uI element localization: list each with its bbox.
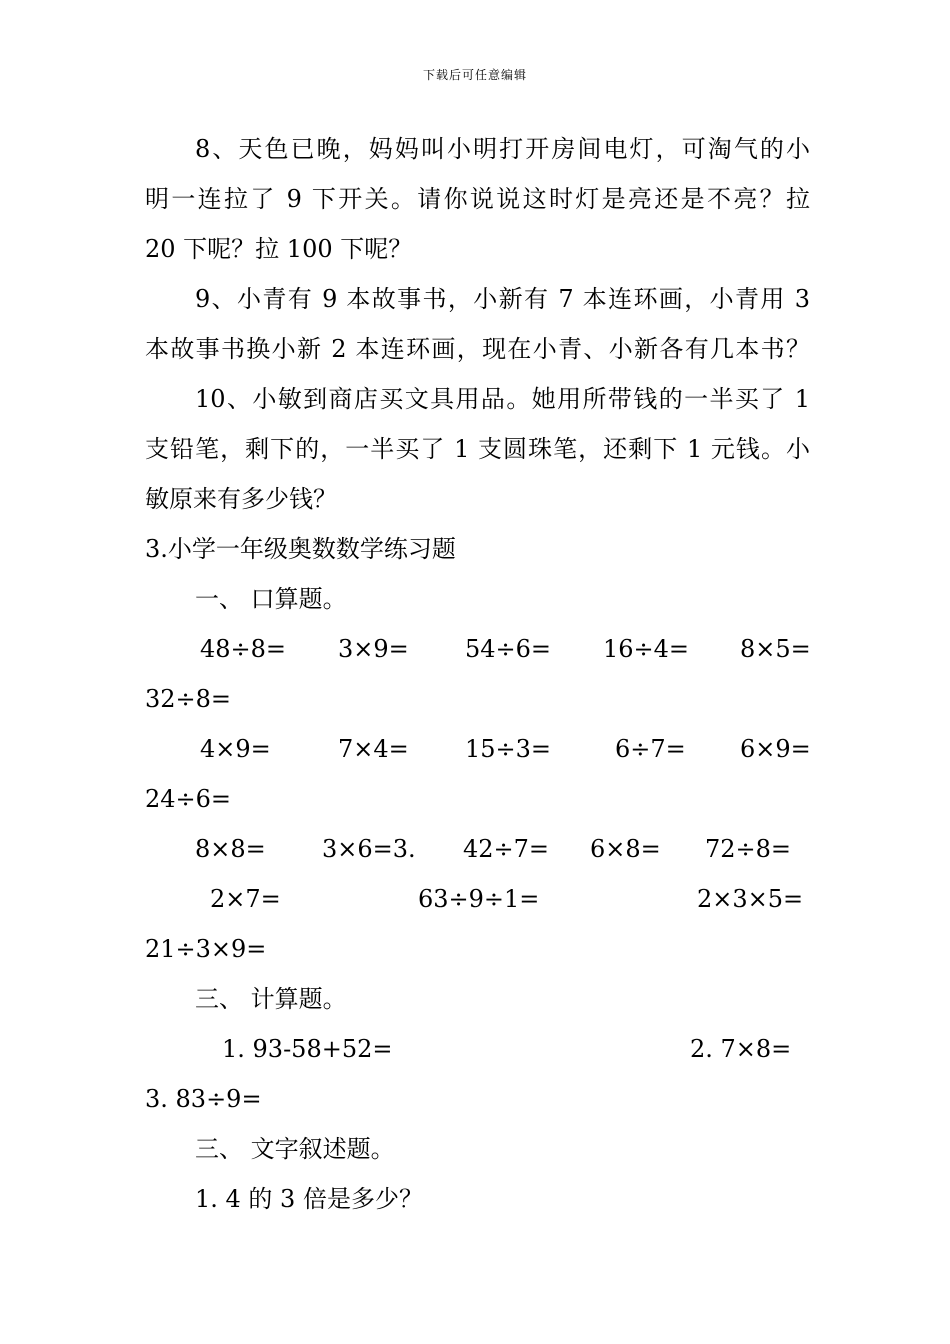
problem-8-line-1: 8、天色已晚，妈妈叫小明打开房间电灯，可淘气的小 xyxy=(195,135,810,163)
oral-calc-item: 4×9= xyxy=(200,735,271,763)
oral-calc-item: 2×3×5= xyxy=(697,885,804,913)
oral-calc-item: 6÷7= xyxy=(615,735,686,763)
oral-calc-item: 72÷8= xyxy=(705,835,792,863)
oral-calc-item: 21÷3×9= xyxy=(145,935,267,963)
oral-calc-item: 54÷6= xyxy=(465,635,552,663)
oral-calc-item: 48÷8= xyxy=(200,635,287,663)
problem-8-line-3: 20 下呢？拉 100 下呢？ xyxy=(145,235,413,263)
problem-10-line-1: 10、小敏到商店买文具用品。她用所带钱的一半买了 1 xyxy=(195,385,810,413)
oral-calc-item: 3×9= xyxy=(338,635,409,663)
problem-8-line-2: 明一连拉了 9 下开关。请你说说这时灯是亮还是不亮？拉 xyxy=(145,185,810,213)
calc-item: 1. 93-58+52= xyxy=(222,1035,393,1063)
oral-calc-item: 42÷7= xyxy=(463,835,550,863)
oral-calc-item: 24÷6= xyxy=(145,785,232,813)
section-title: 3.小学一年级奥数数学练习题 xyxy=(145,535,456,563)
oral-calc-item: 6×9= xyxy=(740,735,811,763)
oral-calc-item: 8×8= xyxy=(195,835,266,863)
oral-calc-item: 32÷8= xyxy=(145,685,232,713)
page-header: 下载后可任意编辑 xyxy=(422,68,527,82)
problem-10-line-3: 敏原来有多少钱？ xyxy=(145,485,337,513)
oral-calc-item: 8×5= xyxy=(740,635,811,663)
problem-10-line-2: 支铅笔，剩下的，一半买了 1 支圆珠笔，还剩下 1 元钱。小 xyxy=(145,435,810,463)
oral-calc-item: 63÷9÷1= xyxy=(418,885,540,913)
problem-9-line-1: 9、小青有 9 本故事书，小新有 7 本连环画，小青用 3 xyxy=(195,285,810,313)
calc-item: 3. 83÷9= xyxy=(145,1085,262,1113)
oral-calc-item: 3×6=3. xyxy=(322,835,416,863)
oral-calc-item: 15÷3= xyxy=(465,735,552,763)
oral-calc-heading: 一、 口算题。 xyxy=(195,585,347,613)
oral-calc-item: 16÷4= xyxy=(603,635,690,663)
word-problem-heading: 三、 文字叙述题。 xyxy=(195,1135,395,1163)
problem-9-line-2: 本故事书换小新 2 本连环画，现在小青、小新各有几本书？ xyxy=(145,335,810,363)
calc-heading: 三、 计算题。 xyxy=(195,985,347,1013)
calc-item: 2. 7×8= xyxy=(690,1035,792,1063)
oral-calc-item: 6×8= xyxy=(590,835,661,863)
oral-calc-item: 7×4= xyxy=(338,735,409,763)
word-problem-item: 1. 4 的 3 倍是多少？ xyxy=(195,1185,423,1213)
oral-calc-item: 2×7= xyxy=(210,885,281,913)
